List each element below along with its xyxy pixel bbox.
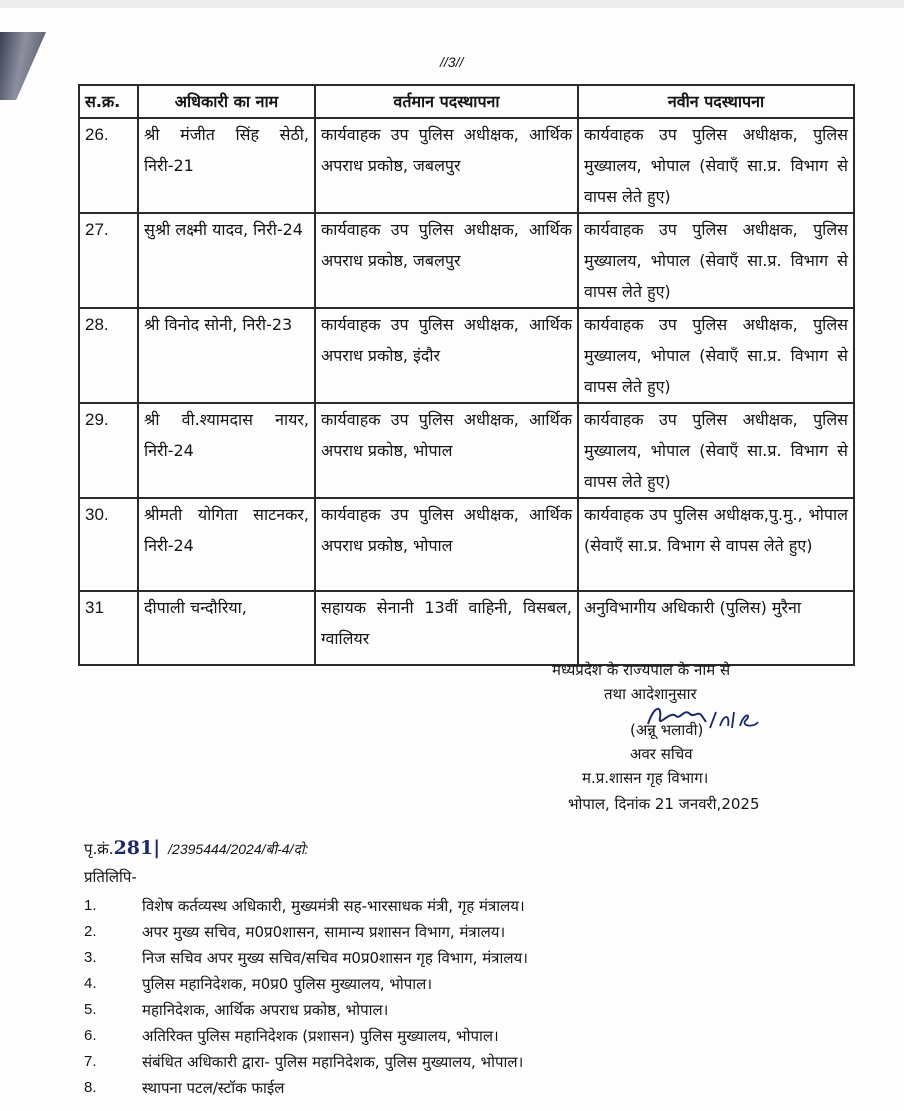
current-posting: कार्यवाहक उप पुलिस अधीक्षक, आर्थिक अपराध प्रकोष्ठ, जबलपुर <box>315 213 578 308</box>
order-line: तथा आदेशानुसार <box>604 685 697 703</box>
officer-name: श्री विनोद सोनी, निरी-23 <box>138 308 315 403</box>
list-item: 6. अतिरिक्त पुलिस महानिदेशक (प्रशासन) पुलिस मुख्यालय, भोपाल। <box>84 1027 499 1045</box>
header-current-posting: वर्तमान पदस्थापना <box>315 85 578 118</box>
officer-name: सुश्री लक्ष्मी यादव, निरी-24 <box>138 213 315 308</box>
copy-to-list <box>84 893 528 1101</box>
signature-block <box>540 658 850 816</box>
new-posting: अनुविभागीय अधिकारी (पुलिस) मुरैना <box>578 591 854 665</box>
current-posting: कार्यवाहक उप पुलिस अधीक्षक, आर्थिक अपराध प्रकोष्ठ, जबलपुर <box>315 118 578 213</box>
new-posting: कार्यवाहक उप पुलिस अधीक्षक,पु.मु., भोपाल (सेवाएँ सा.प्र. विभाग से वापस लेते हुए) <box>578 498 854 591</box>
new-posting: कार्यवाहक उप पुलिस अधीक्षक, पुलिस मुख्यालय, भोपाल (सेवाएँ सा.प्र. विभाग से वापस लेते हुए) <box>578 213 854 308</box>
table-row <box>79 403 854 498</box>
page-number: //3// <box>440 54 464 70</box>
serial-no: 26. <box>79 118 138 213</box>
table-row <box>79 591 854 665</box>
list-item: 7. संबंधित अधिकारी द्वारा- पुलिस महानिदेशक, पुलिस मुख्यालय, भोपाल। <box>84 1053 524 1071</box>
officer-name: श्रीमती योगिता साटनकर, निरी-24 <box>138 498 315 591</box>
current-posting: कार्यवाहक उप पुलिस अधीक्षक, आर्थिक अपराध प्रकोष्ठ, इंदौर <box>315 308 578 403</box>
designation: अवर सचिव <box>630 745 693 763</box>
table-row <box>79 308 854 403</box>
reference-prefix: पृ.क्रं. <box>84 840 114 858</box>
list-item: 3. निज सचिव अपर मुख्य सचिव/सचिव म0प्र0शासन गृह विभाग, मंत्रालय। <box>84 949 528 967</box>
serial-no: 31 <box>79 591 138 665</box>
list-item: 8. स्थापना पटल/स्टॉक फाईल <box>84 1079 285 1097</box>
current-posting: कार्यवाहक उप पुलिस अधीक्षक, आर्थिक अपराध प्रकोष्ठ, भोपाल <box>315 403 578 498</box>
department: म.प्र.शासन गृह विभाग। <box>582 769 709 787</box>
place-date: भोपाल, दिनांक 21 जनवरी,2025 <box>568 795 760 813</box>
handwritten-reference-no: 281 <box>113 837 154 859</box>
current-posting: सहायक सेनानी 13वीं वाहिनी, विसबल, ग्वालियर <box>315 591 578 665</box>
table-row <box>79 498 854 591</box>
officer-name: दीपाली चन्दौरिया, <box>138 591 315 665</box>
new-posting: कार्यवाहक उप पुलिस अधीक्षक, पुलिस मुख्यालय, भोपाल (सेवाएँ सा.प्र. विभाग से वापस लेते हुए) <box>578 403 854 498</box>
page-corner-shadow <box>0 32 46 100</box>
copy-to-label: प्रतिलिपि- <box>84 868 137 886</box>
list-item: 1. विशेष कर्तव्यस्थ अधिकारी, मुख्यमंत्री सह-भारसाधक मंत्री, गृह मंत्रालय। <box>84 897 525 915</box>
signatory-name: (अन्नू भलावी) <box>630 721 704 739</box>
officer-name: श्री वी.श्यामदास नायर, निरी-24 <box>138 403 315 498</box>
new-posting: कार्यवाहक उप पुलिस अधीक्षक, पुलिस मुख्यालय, भोपाल (सेवाएँ सा.प्र. विभाग से वापस लेते हुए) <box>578 308 854 403</box>
table-row <box>79 213 854 308</box>
serial-no: 30. <box>79 498 138 591</box>
transfer-table <box>78 84 855 666</box>
current-posting: कार्यवाहक उप पुलिस अधीक्षक, आर्थिक अपराध प्रकोष्ठ, भोपाल <box>315 498 578 591</box>
officer-name: श्री मंजीत सिंह सेठी, निरी-21 <box>138 118 315 213</box>
table-header-row <box>79 85 854 118</box>
serial-no: 29. <box>79 403 138 498</box>
reference-line: पृ.क्रं.281| /2395444/2024/बी-4/दो: <box>84 837 309 859</box>
reference-number: /2395444/2024/बी-4/दो: <box>168 841 309 857</box>
serial-no: 28. <box>79 308 138 403</box>
header-new-posting: नवीन पदस्थापना <box>578 85 854 118</box>
list-item: 2. अपर मुख्य सचिव, म0प्र0शासन, सामान्य प्रशासन विभाग, मंत्रालय। <box>84 923 506 941</box>
serial-no: 27. <box>79 213 138 308</box>
top-bar <box>0 0 904 8</box>
signatory-name-line <box>540 712 850 742</box>
list-item: 4. पुलिस महानिदेशक, म0प्र0 पुलिस मुख्यालय, भोपाल। <box>84 975 433 993</box>
header-serial-no: स.क्र. <box>79 85 138 118</box>
list-item: 5. महानिदेशक, आर्थिक अपराध प्रकोष्ठ, भोपाल। <box>84 1001 389 1019</box>
authority-line: मध्यप्रदेश के राज्यपाल के नाम से <box>552 661 731 679</box>
handwritten-signature <box>640 698 770 738</box>
table-row <box>79 118 854 213</box>
new-posting: कार्यवाहक उप पुलिस अधीक्षक, पुलिस मुख्यालय, भोपाल (सेवाएँ सा.प्र. विभाग से वापस लेते हुए) <box>578 118 854 213</box>
header-officer-name: अधिकारी का नाम <box>138 85 315 118</box>
